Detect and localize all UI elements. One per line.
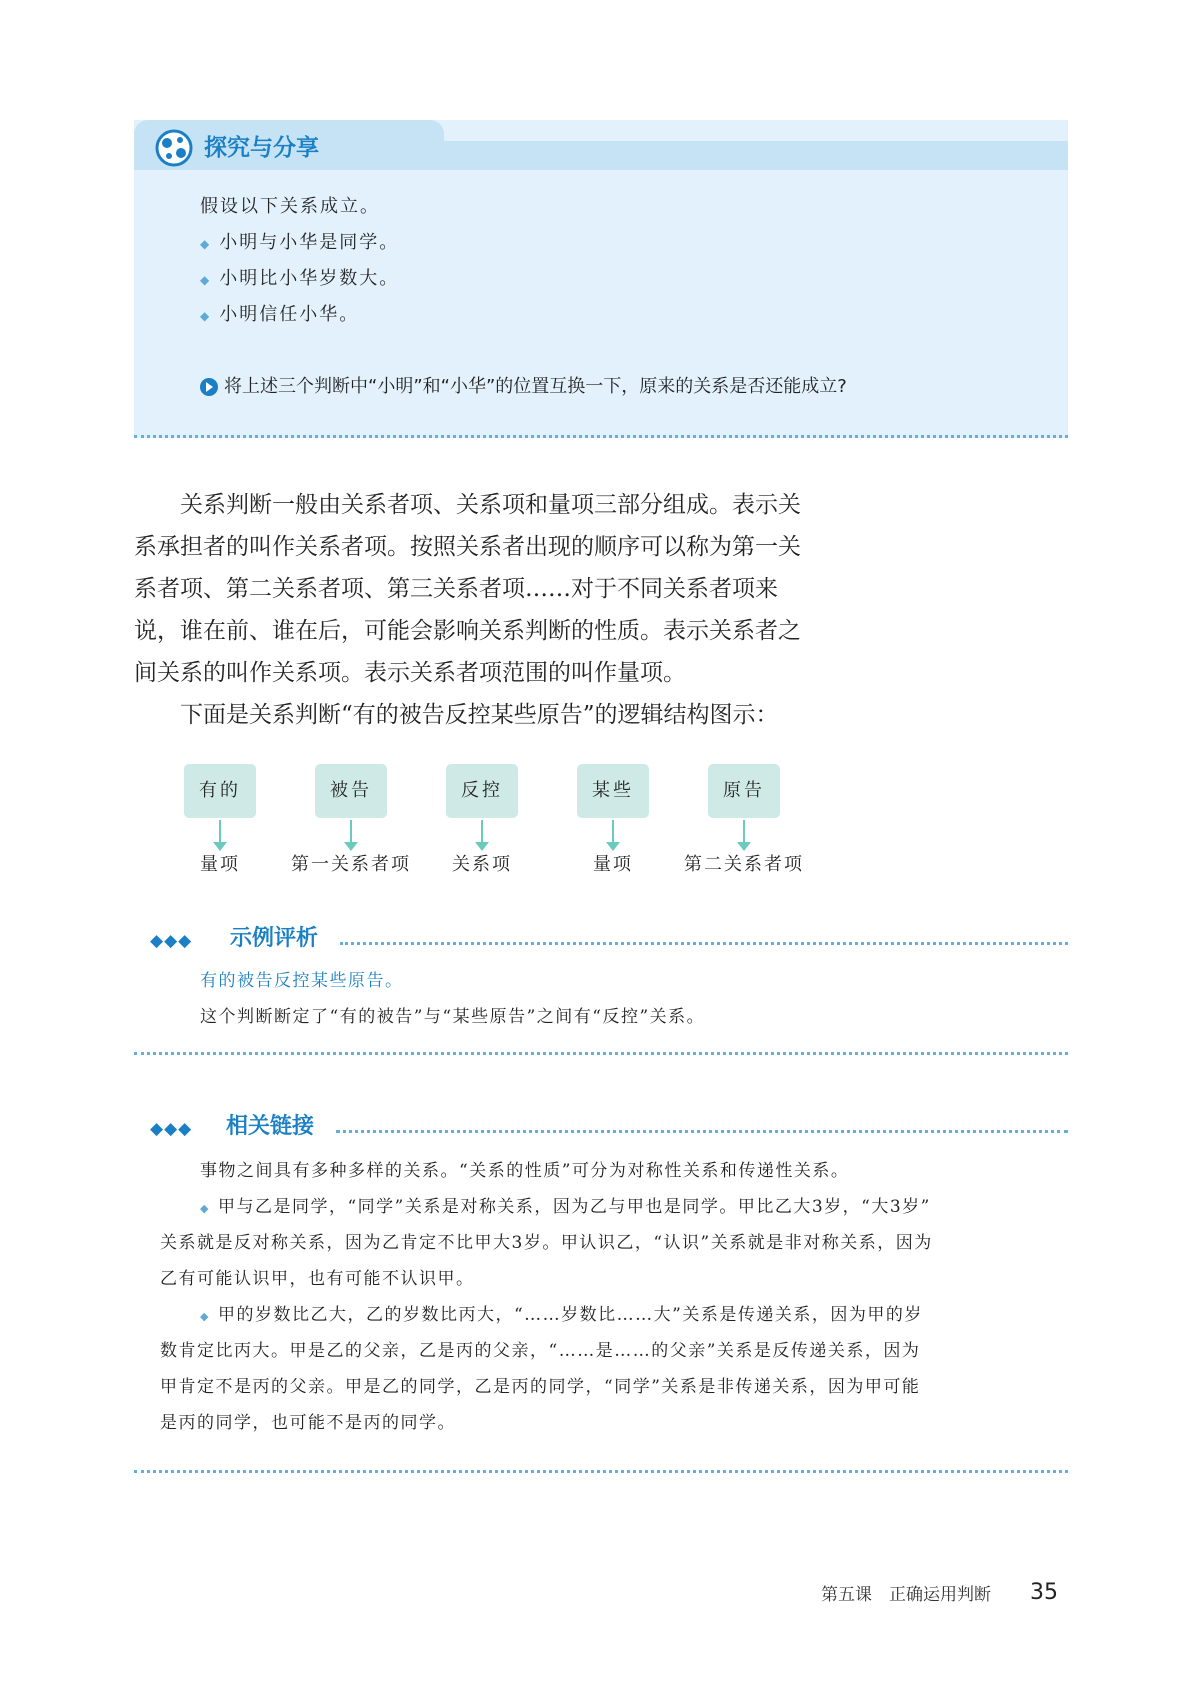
term-role: 第一关系者项 [291, 854, 411, 875]
section-diamonds-icon: ◆◆◆ [150, 1119, 193, 1139]
down-arrow-icon [743, 820, 745, 846]
explore-share-title: 探究与分享 [204, 135, 319, 161]
links-line-text: 甲的岁数比乙大，乙的岁数比丙大，“……岁数比……大”关系是传递关系，因为甲的岁 [217, 1305, 923, 1325]
links-line-text: 甲与乙是同学，“同学”关系是对称关系，因为乙与甲也是同学。甲比乙大3岁，“大3岁” [217, 1197, 931, 1217]
links-line [200, 1194, 931, 1222]
diamond-bullet-icon: ◆ [200, 309, 212, 323]
down-arrow-icon [481, 820, 483, 846]
links-section-title: 相关链接 [226, 1114, 315, 1139]
explore-bullet-2 [200, 266, 399, 293]
diamond-bullet-icon: ◆ [200, 273, 212, 287]
section-diamonds-icon: ◆◆◆ [150, 931, 193, 951]
links-line: 是丙的同学，也可能不是丙的同学。 [160, 1413, 456, 1433]
term-role: 关系项 [452, 854, 512, 875]
links-line: 乙有可能认识甲，也有可能不认识甲。 [160, 1269, 475, 1289]
dotted-divider [134, 1470, 1068, 1473]
example-explanation: 这个判断断定了“有的被告”与“某些原告”之间有“反控”关系。 [200, 1007, 706, 1027]
footer-lesson-label: 第五课 正确运用判断 [821, 1585, 991, 1605]
dotted-divider [134, 435, 1068, 438]
down-arrow-icon [350, 820, 352, 846]
links-line [200, 1302, 923, 1330]
explore-intro: 假设以下关系成立。 [200, 196, 380, 217]
term-box: 有的 [184, 764, 256, 818]
term-box: 被告 [315, 764, 387, 818]
explore-bullet-3 [200, 302, 359, 329]
term-box: 反控 [446, 764, 518, 818]
diamond-bullet-icon: ◆ [200, 237, 212, 251]
explore-bullet-1 [200, 230, 399, 257]
links-line: 事物之间具有多种多样的关系。“关系的性质”可分为对称性关系和传递性关系。 [200, 1161, 850, 1181]
down-arrow-icon [219, 820, 221, 846]
body-line: 系者项、第二关系者项、第三关系者项……对于不同关系者项来 [134, 576, 778, 602]
dotted-divider [336, 1130, 1068, 1133]
diamond-bullet-icon: ◆ [200, 1202, 210, 1215]
explore-share-band [444, 141, 1068, 170]
explore-bullet-text: 小明信任小华。 [219, 304, 360, 325]
term-role: 第二关系者项 [684, 854, 804, 875]
diamond-bullet-icon: ◆ [200, 1310, 210, 1323]
body-line: 系承担者的叫作关系者项。按照关系者出现的顺序可以称为第一关 [134, 534, 801, 560]
down-arrow-icon [612, 820, 614, 846]
body-line: 间关系的叫作关系项。表示关系者项范围的叫作量项。 [134, 660, 686, 686]
body-line: 说，谁在前、谁在后，可能会影响关系判断的性质。表示关系者之 [134, 618, 801, 644]
explore-question-text: 将上述三个判断中“小明”和“小华”的位置互换一下，原来的关系是否还能成立? [224, 376, 847, 397]
arrow-circle-icon [200, 378, 218, 396]
page-number: 35 [1030, 1580, 1058, 1605]
body-line: 下面是关系判断“有的被告反控某些原告”的逻辑结构图示： [180, 702, 779, 728]
term-box: 某些 [577, 764, 649, 818]
explore-bullet-text: 小明比小华岁数大。 [219, 268, 400, 289]
links-line: 数肯定比丙大。甲是乙的父亲，乙是丙的父亲，“……是……的父亲”关系是反传递关系，因为 [160, 1341, 921, 1361]
explore-bullet-text: 小明与小华是同学。 [219, 232, 400, 253]
explore-question [200, 374, 847, 400]
term-role: 量项 [593, 854, 633, 875]
links-line: 甲肯定不是丙的父亲。甲是乙的同学，乙是丙的同学，“同学”关系是非传递关系，因为甲可能 [160, 1377, 921, 1397]
example-section-title: 示例评析 [230, 926, 319, 951]
explore-globe-icon [154, 128, 194, 168]
dotted-divider [134, 1052, 1068, 1055]
dotted-divider [340, 942, 1068, 945]
links-line: 关系就是反对称关系，因为乙肯定不比甲大3岁。甲认识乙，“认识”关系就是非对称关系，因为 [160, 1233, 933, 1253]
term-role: 量项 [200, 854, 240, 875]
body-line: 关系判断一般由关系者项、关系项和量项三部分组成。表示关 [180, 492, 801, 518]
example-statement: 有的被告反控某些原告。 [200, 971, 404, 991]
term-box: 原告 [708, 764, 780, 818]
